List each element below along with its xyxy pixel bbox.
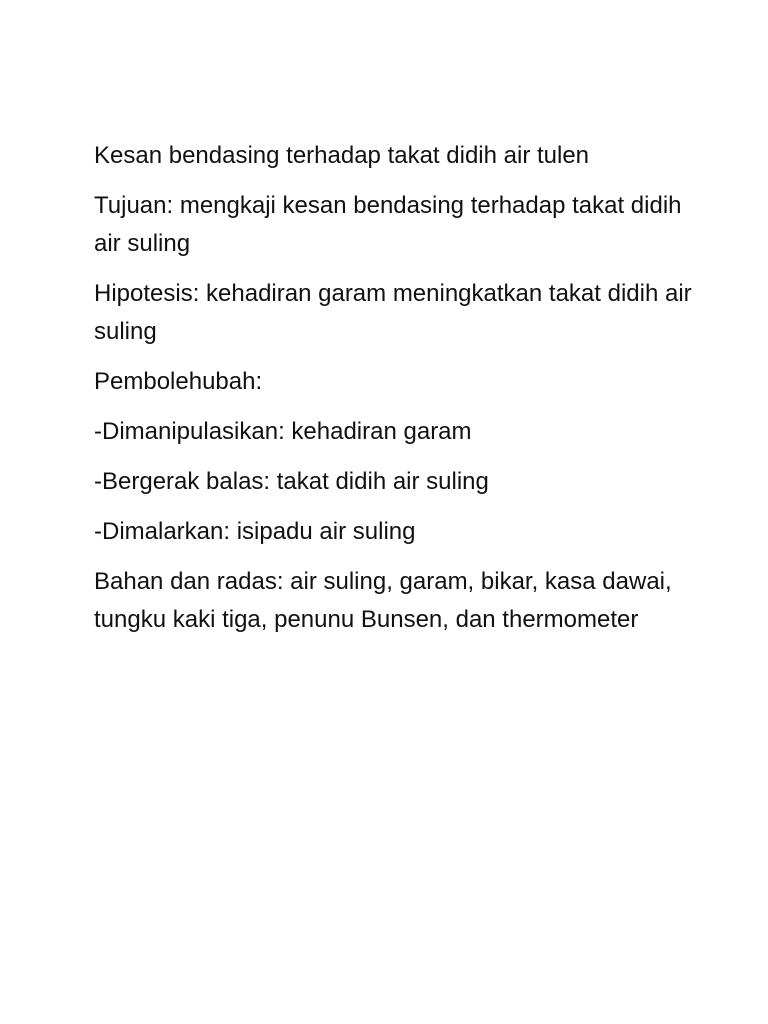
- pembolehubah-heading: Pembolehubah:: [94, 368, 263, 395]
- variable-manipulated: -Dimanipulasikan: kehadiran garam: [94, 418, 472, 445]
- document-body: [94, 137, 694, 651]
- tujuan-paragraph: Tujuan: mengkaji kesan bendasing terhadap takat didih air suling: [94, 192, 682, 257]
- materials-apparatus-paragraph: Bahan dan radas: air suling, garam, bikar, kasa dawai, tungku kaki tiga, penunu Bunsen, dan thermometer: [94, 568, 672, 633]
- document-title: Kesan bendasing terhadap takat didih air tulen: [94, 142, 590, 169]
- variable-constant: -Dimalarkan: isipadu air suling: [94, 518, 416, 545]
- hipotesis-paragraph: Hipotesis: kehadiran garam meningkatkan takat didih air suling: [94, 280, 692, 345]
- variable-responding: -Bergerak balas: takat didih air suling: [94, 468, 489, 495]
